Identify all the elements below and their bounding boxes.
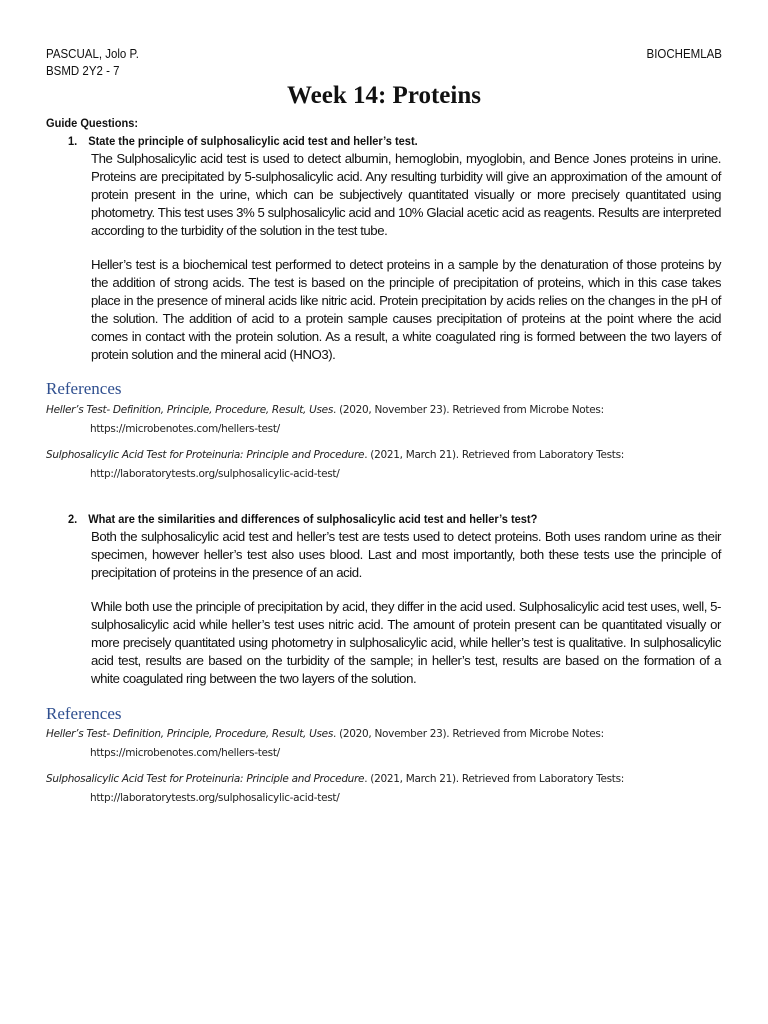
reference-title: Heller’s Test- Definition, Principle, Procedure, Result, Uses (46, 404, 334, 416)
reference-2-2 (46, 770, 624, 808)
course-name: BIOCHEMLAB (646, 47, 722, 61)
references-heading-1: References (46, 379, 122, 398)
question-2 (68, 512, 537, 526)
reference-details: . (2020, November 23). Retrieved from Microbe Notes: (333, 728, 604, 740)
reference-details: . (2020, November 23). Retrieved from Microbe Notes: (333, 404, 604, 416)
question-1-text: State the principle of sulphosalicylic acid test and heller’s test. (88, 134, 418, 148)
reference-details: . (2021, March 21). Retrieved from Laboratory Tests: (364, 449, 625, 461)
reference-1-2 (46, 446, 624, 484)
reference-2-1 (46, 725, 604, 763)
answer-1-paragraph-2: Heller’s test is a biochemical test performed to detect proteins in a sample by the denaturation of those proteins by the addition of strong acids. The test is based on the principle of precipitation of proteins, which in this case takes place in the presence of mineral acids like nitric acid. Protein precipitation by acids relies on the changes in the pH of the solution. The addition of acid to a protein sample causes precipitation of proteins at the point where the acid comes in contact with the protein solution. As a result, a white coagulated ring is formed between the two layers of protein solution and the mineral acid (HNO3). (91, 257, 721, 362)
reference-url: https://microbenotes.com/hellers-test/ (90, 423, 280, 435)
reference-1-1 (46, 401, 604, 439)
answer-2-paragraph-2: While both use the principle of precipitation by acid, they differ in the acid used. Sulphosalicylic acid test uses, well, 5-sulphosalicylic acid while heller’s test uses nitric acid. The amount of protein present can be quantitated visually or more precisely quantitated using photometry in sulphosalicylic acid, while heller’s test is qualitative. In sulphosalicylic acid test, results are based on the turbidity of the sample; in heller’s test, results are based on the formation of a white coagulated ring between the two layers of the solution. (91, 599, 721, 686)
reference-url: http://laboratorytests.org/sulphosalicylic-acid-test/ (90, 468, 340, 480)
student-info (46, 46, 139, 80)
reference-url: http://laboratorytests.org/sulphosalicylic-acid-test/ (90, 792, 340, 804)
guide-questions-label: Guide Questions: (46, 116, 139, 130)
question-2-text: What are the similarities and differences of sulphosalicylic acid test and heller’s test? (88, 512, 538, 526)
reference-url: https://microbenotes.com/hellers-test/ (90, 747, 280, 759)
student-name: PASCUAL, Jolo P. (46, 47, 139, 61)
question-1 (68, 134, 418, 148)
reference-title: Heller’s Test- Definition, Principle, Procedure, Result, Uses (46, 728, 334, 740)
reference-title: Sulphosalicylic Acid Test for Proteinuria: Principle and Procedure (46, 773, 365, 785)
reference-details: . (2021, March 21). Retrieved from Laboratory Tests: (364, 773, 625, 785)
student-section: BSMD 2Y2 - 7 (46, 64, 120, 78)
question-1-number: 1. (68, 134, 78, 148)
answer-1-paragraph-1: The Sulphosalicylic acid test is used to detect albumin, hemoglobin, myoglobin, and Bence Jones proteins in urine. Proteins are precipitated by 5-sulphosalicylic acid. Any resulting turbidity will give an approximation of the amount of protein present in the urine, which can be subjectively quantitated visually or more precisely quantitated using photometry. This test uses 3% 5 sulphosalicylic acid and 10% Glacial acetic acid as reagents. Results are interpreted according to the turbidity of the solution in the test tube. (91, 151, 721, 238)
reference-title: Sulphosalicylic Acid Test for Proteinuria: Principle and Procedure (46, 449, 365, 461)
question-2-number: 2. (68, 512, 78, 526)
answer-2-paragraph-1: Both the sulphosalicylic acid test and heller’s test are tests used to detect proteins. Both uses random urine as their specimen, however heller’s test also uses blood. Last and most importantly, both these tests use the principle of precipitation of proteins in the presence of an acid. (91, 529, 721, 580)
page-title: Week 14: Proteins (287, 82, 481, 109)
references-heading-2: References (46, 704, 122, 723)
